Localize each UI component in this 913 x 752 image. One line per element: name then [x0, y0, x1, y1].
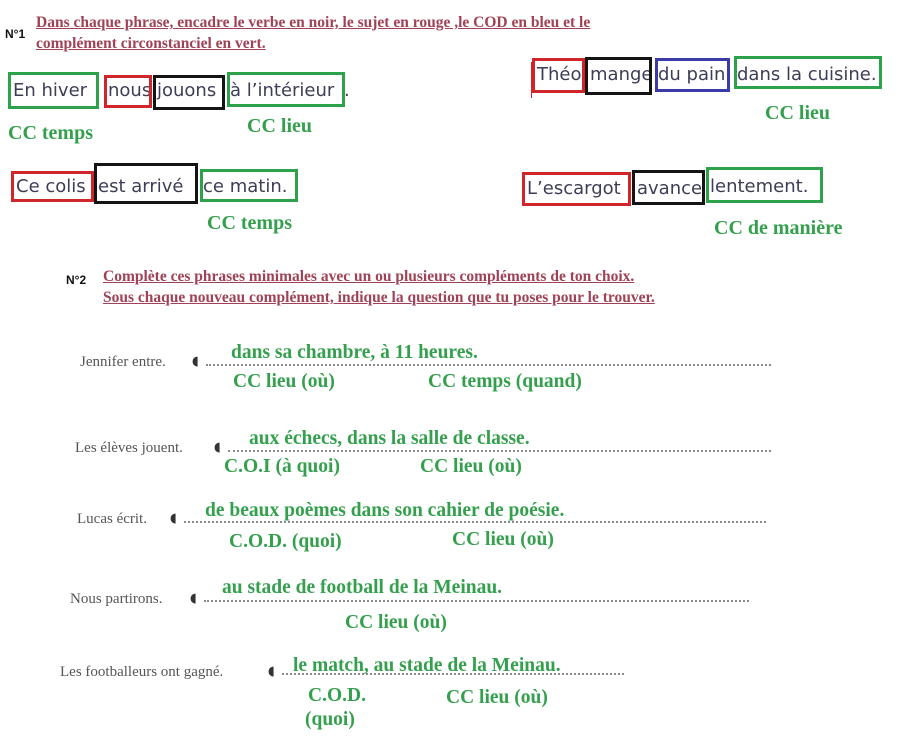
- s1-label-cc-lieu: CC lieu: [247, 115, 312, 137]
- s1-subject-box: [104, 75, 152, 108]
- s1-verb: jouons: [157, 80, 217, 101]
- s4-verb: avance: [637, 178, 703, 199]
- exercise-2-instruction-line1: Complète ces phrases minimales avec un ou plusieurs compléments de ton choix.: [103, 268, 635, 285]
- item3-bullet: ◖: [170, 511, 177, 526]
- s1-label-cc-temps: CC temps: [8, 122, 93, 144]
- item2-sentence: Les élèves jouent.: [75, 440, 183, 456]
- s3-subject-box: [11, 171, 94, 202]
- item3-label-2: CC lieu (où): [452, 529, 554, 550]
- item5-answer: le match, au stade de la Meinau.: [293, 655, 561, 676]
- s1-cc-lieu: à l’intérieur: [230, 80, 335, 101]
- s1-subject: nous: [108, 80, 152, 101]
- s3-cc-temps-box: [200, 169, 298, 202]
- item2-label-1: C.O.I (à quoi): [224, 456, 340, 477]
- exercise-2-instruction-line2: Sous chaque nouveau complément, indique la question que tu poses pour le trouver.: [103, 289, 655, 306]
- s4-subject-box: [522, 172, 631, 206]
- s3-verb-box: [94, 163, 198, 204]
- item5-label-3: CC lieu (où): [446, 687, 548, 708]
- item2-answer-line: [228, 450, 771, 452]
- exercise-1-instruction-line2: complément circonstanciel en vert.: [36, 35, 266, 52]
- item2-label-2: CC lieu (où): [420, 456, 522, 477]
- item1-answer-line: [206, 364, 771, 366]
- s1-cc-temps-box: [8, 72, 99, 109]
- s2-cod: du pain: [658, 64, 726, 85]
- s3-cc-temps: ce matin.: [203, 176, 288, 197]
- s1-period: .: [344, 80, 350, 101]
- item2-bullet: ◖: [214, 440, 221, 455]
- s1-verb-box: [153, 75, 225, 110]
- s2-label-cc-lieu: CC lieu: [765, 102, 830, 124]
- item3-sentence: Lucas écrit.: [77, 511, 147, 527]
- item4-answer: au stade de football de la Meinau.: [222, 577, 503, 598]
- s4-cc-maniere-box: [706, 167, 823, 203]
- s4-label-cc-maniere: CC de manière: [714, 217, 843, 239]
- s3-verb: est arrivé: [98, 176, 184, 197]
- s2-cc-lieu-box: [734, 56, 882, 89]
- s1-subject-cc-temps: En hiver: [13, 80, 88, 101]
- item5-label-2: (quoi): [305, 709, 355, 730]
- item4-bullet: ◖: [190, 591, 197, 606]
- item1-answer: dans sa chambre, à 11 heures.: [231, 342, 478, 363]
- s2-cod-box: [655, 58, 730, 92]
- item3-answer: de beaux poèmes dans son cahier de poésie.: [205, 500, 565, 521]
- exercise-2-number: N°2: [66, 273, 87, 287]
- s4-subject: L’escargot: [527, 178, 621, 199]
- item1-label-1: CC lieu (où): [233, 371, 335, 392]
- s2-subject: Théo: [537, 64, 582, 85]
- item3-label-1: C.O.D. (quoi): [229, 531, 342, 552]
- item5-bullet: ◖: [268, 664, 275, 679]
- item1-label-2: CC temps (quand): [428, 371, 582, 392]
- s2-cc-lieu: dans la cuisine.: [737, 64, 877, 85]
- item1-bullet: ◖: [192, 354, 199, 369]
- exercise-1-instruction-line1: Dans chaque phrase, encadre le verbe en noir, le sujet en rouge ,le COD en bleu et le: [36, 14, 591, 31]
- item5-label-1: C.O.D.: [308, 685, 366, 706]
- item4-label-1: CC lieu (où): [345, 612, 447, 633]
- item4-sentence: Nous partirons.: [70, 591, 163, 607]
- s2-verb: mange: [590, 64, 653, 85]
- item5-sentence: Les footballeurs ont gagné.: [60, 664, 224, 680]
- s3-label-cc-temps: CC temps: [207, 212, 292, 234]
- item2-answer: aux échecs, dans la salle de classe.: [249, 428, 530, 449]
- s2-subject-box: [532, 58, 585, 93]
- s2-verb-box: [585, 57, 652, 95]
- s4-cc-maniere: lentement.: [710, 176, 809, 197]
- exercise-1-number: N°1: [5, 27, 26, 41]
- s1-cc-lieu-box: [227, 72, 345, 107]
- item4-answer-line: [204, 600, 749, 602]
- s3-subject: Ce colis: [16, 176, 86, 197]
- item1-sentence: Jennifer entre.: [80, 354, 166, 370]
- s4-verb-box: [632, 170, 705, 205]
